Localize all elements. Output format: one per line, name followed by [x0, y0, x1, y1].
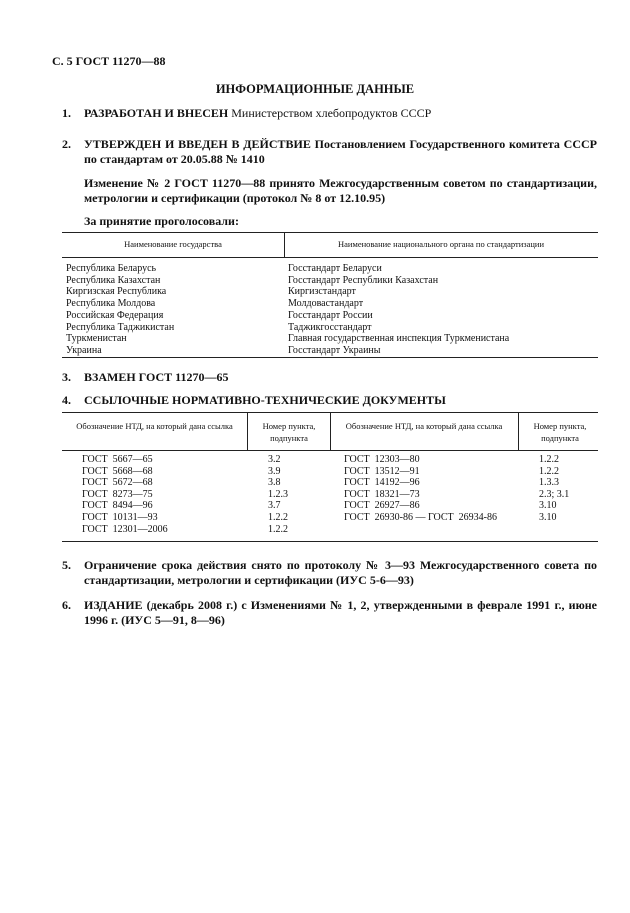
info-item-3 [62, 370, 597, 385]
table-cell: Российская Федерация [66, 309, 164, 321]
table-cell: Молдовастандарт [288, 298, 364, 310]
column-header-state: Наименование государства [124, 239, 222, 249]
table-rule [62, 541, 598, 542]
item-number: 4. [62, 393, 71, 407]
clause-column-left [268, 454, 288, 535]
column-header-clause: Номер пункта, подпункта [262, 421, 316, 443]
info-item-4 [62, 393, 597, 408]
table-rule [62, 450, 598, 451]
table-cell: Украина [66, 344, 102, 356]
column-divider [518, 412, 519, 450]
ntd-column-left [82, 454, 168, 535]
table-cell: ГОСТ 5672—68 [82, 477, 153, 489]
table-rule [62, 357, 598, 358]
item-heading: РАЗРАБОТАН И ВНЕСЕН [84, 106, 229, 120]
column-header-ntd: Обозначение НТД, на который дана ссылка [345, 421, 503, 431]
column-header-body: Наименование национального органа по стандартизации [337, 239, 545, 249]
info-item-1 [62, 106, 597, 121]
table-cell: Туркменистан [66, 333, 127, 345]
item-heading: УТВЕРЖДЕН И ВВЕДЕН В ДЕЙСТВИЕ [84, 137, 311, 151]
table-cell: 2.3; 3.1 [539, 488, 570, 500]
states-table [62, 232, 598, 358]
table-cell: 1.2.2 [268, 523, 288, 535]
item-heading: ИЗДАНИЕ (декабрь 2008 г.) с Изменениями № 1, 2, утвержденными в феврале 1991 г., июне 1996 г. (ИУС 5—91, 8—96) [84, 598, 597, 627]
table-cell: ГОСТ 12301—2006 [82, 523, 168, 535]
section-title: ИНФОРМАЦИОННЫЕ ДАННЫЕ [215, 82, 415, 96]
table-cell: ГОСТ 12303—80 [344, 454, 420, 465]
column-header-ntd: Обозначение НТД, на который дана ссылка [76, 421, 233, 431]
table-cell: Киргизстандарт [288, 286, 356, 298]
table-cell: ГОСТ 8273—75 [82, 488, 153, 500]
item-number: 5. [62, 558, 71, 572]
item-number: 6. [62, 598, 71, 612]
table-cell: 3.2 [268, 454, 281, 465]
table-cell: 1.2.2 [268, 511, 288, 523]
table-cell: ГОСТ 13512—91 [344, 465, 420, 477]
reference-docs-table [62, 412, 598, 542]
table-cell: 3.10 [539, 511, 557, 523]
amendment-note: Изменение № 2 ГОСТ 11270—88 принято Межгосударственным советом по стандартизации, метрологии и сертификации (протокол № 8 от 12.10.95) [84, 176, 597, 205]
table-cell: Главная государственная инспекция Туркменистана [288, 333, 510, 345]
table-cell: ГОСТ 26927—86 [344, 500, 420, 512]
table-cell: 3.8 [268, 477, 281, 489]
info-item-5 [62, 558, 597, 587]
standards-body-column [288, 263, 509, 357]
table-cell: Таджикгосстандарт [288, 321, 372, 333]
table-cell: Госстандарт России [288, 309, 373, 321]
table-cell: ГОСТ 26930-86 — ГОСТ 26934-86 [344, 511, 497, 523]
info-item-2 [62, 137, 597, 166]
table-cell: 3.10 [539, 500, 557, 512]
table-cell: ГОСТ 8494—96 [82, 500, 153, 512]
table-cell: Госстандарт Республики Казахстан [288, 274, 439, 286]
table-cell: 1.2.2 [539, 465, 559, 477]
table-cell: ГОСТ 5668—68 [82, 465, 153, 477]
item-number: 3. [62, 370, 71, 384]
column-divider [330, 412, 331, 450]
state-names-column [66, 263, 174, 357]
table-cell: 1.3.3 [539, 477, 559, 489]
table-cell: Республика Казахстан [66, 274, 161, 286]
item-heading: ССЫЛОЧНЫЕ НОРМАТИВНО-ТЕХНИЧЕСКИЕ ДОКУМЕНТЫ [84, 393, 446, 407]
table-cell: 3.9 [268, 465, 281, 477]
voted-label: За принятие проголосовали: [84, 214, 239, 228]
page-header: С. 5 ГОСТ 11270—88 [52, 54, 166, 68]
table-cell: 1.2.3 [268, 488, 288, 500]
table-cell: Госстандарт Украины [288, 344, 381, 356]
table-cell: 1.2.2 [539, 454, 559, 465]
table-cell: 3.7 [268, 500, 281, 512]
table-cell: Республика Беларусь [66, 263, 157, 274]
item-number: 2. [62, 137, 71, 151]
table-cell: ГОСТ 14192—96 [344, 477, 420, 489]
item-number: 1. [62, 106, 71, 120]
table-cell: Республика Молдова [66, 298, 156, 310]
item-text: Постановлением Государственного комитета СССР по стандартам от 20.05.88 № 1410 [84, 137, 597, 166]
table-cell: ГОСТ 10131—93 [82, 511, 158, 523]
table-cell: Республика Таджикистан [66, 321, 175, 333]
item-heading: Ограничение срока действия снято по протоколу № 3—93 Межгосударственного совета по стандартизации, метрологии и сертификации (ИУС 5-6—93) [84, 558, 597, 587]
table-cell: Киргизская Республика [66, 286, 167, 298]
table-cell: ГОСТ 5667—65 [82, 454, 153, 465]
item-heading: ВЗАМЕН ГОСТ 11270—65 [84, 370, 229, 384]
table-rule [62, 257, 598, 258]
item-text: Министерством хлебопродуктов СССР [228, 106, 432, 120]
table-cell: ГОСТ 18321—73 [344, 488, 420, 500]
clause-column-right [539, 454, 569, 524]
info-item-6 [62, 598, 597, 627]
column-divider [247, 412, 248, 450]
column-header-clause: Номер пункта, подпункта [533, 421, 587, 443]
table-rule [62, 232, 598, 233]
table-cell: Госстандарт Беларуси [288, 263, 382, 274]
ntd-column-right [344, 454, 497, 524]
